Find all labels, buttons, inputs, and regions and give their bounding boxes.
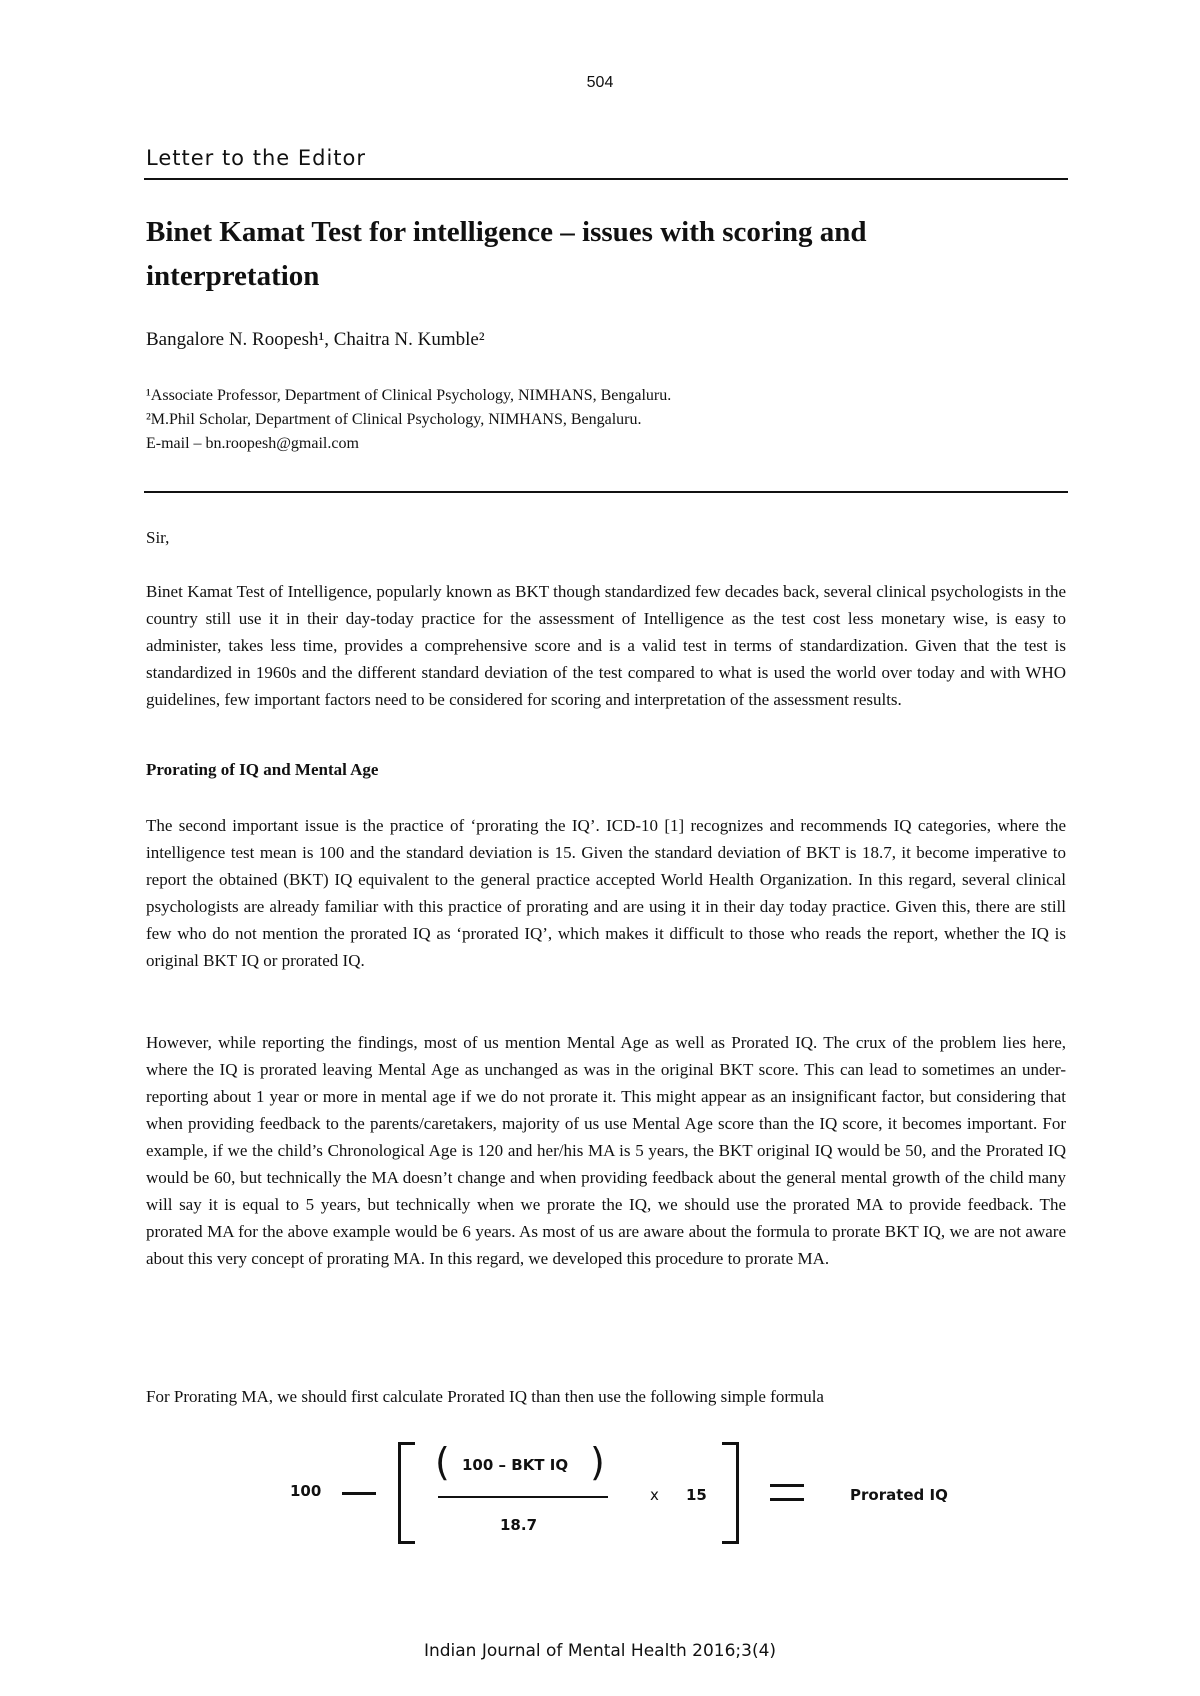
contact-email: E-mail – bn.roopesh@gmail.com: [146, 435, 359, 452]
affiliations: [146, 384, 671, 456]
affiliation-2: ²M.Phil Scholar, Department of Clinical Psychology, NIMHANS, Bengaluru.: [146, 411, 642, 428]
left-paren: (: [435, 1440, 450, 1484]
formula-numerator: 100 – BKT IQ: [462, 1456, 569, 1474]
right-bracket: [722, 1442, 739, 1544]
equals-sign-bottom: [770, 1498, 804, 1501]
formula-constant: 100: [290, 1482, 322, 1500]
formula-multiplier: 15: [686, 1486, 707, 1504]
affiliation-1: ¹Associate Professor, Department of Clinical Psychology, NIMHANS, Bengaluru.: [146, 387, 672, 404]
paragraph-4: For Prorating MA, we should first calculate Prorated IQ than then use the following simple formula: [146, 1387, 824, 1406]
equals-sign-top: [770, 1484, 804, 1487]
fraction-bar: [438, 1496, 608, 1498]
salutation: Sir,: [146, 528, 170, 547]
journal-footer: Indian Journal of Mental Health 2016;3(4): [423, 1641, 777, 1661]
paragraph-1: Binet Kamat Test of Intelligence, popularly known as BKT though standardized few decades back, several clinical psychologists in the country still use it in their day-today practice for the assessment of Intelligence as the test cost less monetary wise, is easy to administer, takes less time, provides a comprehensive score and is a valid test in terms of standardization. Given that the test is standardized in 1960s and the different standard deviation of the test compared to what is used the world over today and with WHO guidelines, few important factors need to be considered for scoring and interpretation of the assessment results.: [146, 582, 1066, 709]
paragraph-2: The second important issue is the practice of ‘prorating the IQ’. ICD-10 [1] recognizes and recommends IQ categories, where the intelligence test mean is 100 and the standard deviation is 15. Given the standard deviation of BKT is 18.7, it become imperative to report the obtained (BKT) IQ equivalent to the general practice accepted World Health Organization. In this regard, several clinical psychologists are already familiar with this practice of prorating and are using it in their day today practice. Given this, there are still few who do not mention the prorated IQ as ‘prorated IQ’, which makes it difficult to those who reads the report, whether the IQ is original BKT IQ or prorated IQ.: [146, 816, 1066, 970]
section-label: Letter to the Editor: [146, 146, 366, 170]
section-heading: Prorating of IQ and Mental Age: [146, 760, 379, 779]
prorated-iq-formula: [290, 1438, 980, 1548]
page-number: 504: [586, 74, 614, 91]
article-title: Binet Kamat Test for intelligence – issues with scoring and interpretation: [146, 216, 867, 292]
formula-result: Prorated IQ: [850, 1486, 948, 1504]
front-matter-rule: [144, 491, 1068, 493]
formula-denominator: 18.7: [500, 1516, 538, 1534]
minus-sign: [342, 1492, 376, 1495]
times-sign: x: [650, 1486, 659, 1504]
right-paren: ): [590, 1440, 605, 1484]
paragraph-3: However, while reporting the findings, most of us mention Mental Age as well as Prorated IQ. The crux of the problem lies here, where the IQ is prorated leaving Mental Age as unchanged as was in the original BKT score. This can lead to sometimes an under-reporting about 1 year or more in mental age if we do not prorate it. This might appear as an insignificant factor, but considering that when providing feedback to the parents/caretakers, majority of us use Mental Age score than the IQ score, it becomes important. For example, if we the child’s Chronological Age is 120 and her/his MA is 5 years, the BKT original IQ would be 50, and the Prorated IQ would be 60, but technically the MA doesn’t change and when providing feedback about the general mental growth of the child many will say it is equal to 5 years, but technically when we prorate the IQ, we should use the prorated MA to provide feedback. The prorated MA for the above example would be 6 years. As most of us are aware about the formula to prorate BKT IQ, we are not aware about this very concept of prorating MA. In this regard, we developed this procedure to prorate MA.: [146, 1033, 1066, 1268]
header-rule: [144, 178, 1068, 180]
author-list: Bangalore N. Roopesh¹, Chaitra N. Kumble²: [146, 329, 485, 350]
left-bracket: [398, 1442, 415, 1544]
